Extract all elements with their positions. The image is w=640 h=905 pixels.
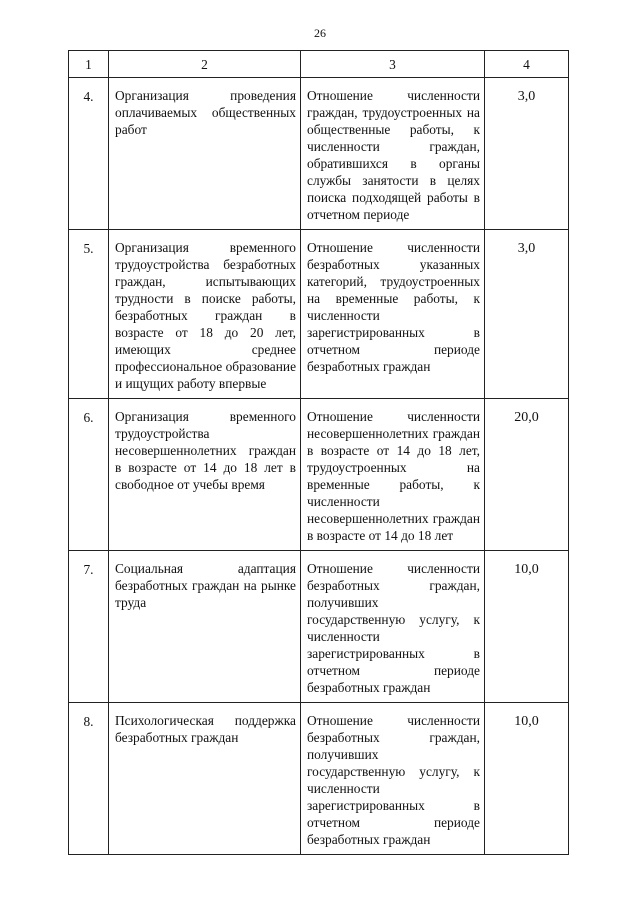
row-number: 4. bbox=[69, 78, 109, 230]
table-row bbox=[69, 703, 569, 855]
indicator-formula: Отношение численности безработных граждан, получивших государственную услугу, к численности зарегистрированных в отчетном периоде безработных граждан bbox=[301, 551, 485, 703]
measure-name: Организация временного трудоустройства безработных граждан, испытывающих трудности в поиске работы, безработных граждан в возрасте от 18 до 20 лет, имеющих среднее профессиональное образование и ищущих работу впервые bbox=[109, 230, 301, 399]
indicator-formula: Отношение численности безработных указанных категорий, трудоустроенных на временные работы, к численности зарегистрированных в отчетном периоде безработных граждан bbox=[301, 230, 485, 399]
indicator-formula: Отношение численности безработных граждан, получивших государственную услугу, к численности зарегистрированных в отчетном периоде безработных граждан bbox=[301, 703, 485, 855]
table-row bbox=[69, 551, 569, 703]
column-header-3: 3 bbox=[301, 51, 485, 78]
measure-name: Организация временного трудоустройства несовершеннолетних граждан в возрасте от 14 до 18 лет в свободное от учебы время bbox=[109, 399, 301, 551]
row-number: 6. bbox=[69, 399, 109, 551]
column-header-1: 1 bbox=[69, 51, 109, 78]
column-header-2: 2 bbox=[109, 51, 301, 78]
indicator-value: 10,0 bbox=[485, 551, 569, 703]
row-number: 8. bbox=[69, 703, 109, 855]
row-number: 5. bbox=[69, 230, 109, 399]
indicator-value: 10,0 bbox=[485, 703, 569, 855]
indicator-formula: Отношение численности несовершеннолетних граждан в возрасте от 14 до 18 лет, трудоустроенных на временные работы, к численности несовершеннолетних граждан в возрасте от 14 до 18 лет bbox=[301, 399, 485, 551]
indicators-table bbox=[68, 50, 569, 855]
measure-name: Организация проведения оплачиваемых общественных работ bbox=[109, 78, 301, 230]
measure-name: Социальная адаптация безработных граждан на рынке труда bbox=[109, 551, 301, 703]
table-row bbox=[69, 399, 569, 551]
table-header-row bbox=[69, 51, 569, 78]
column-header-4: 4 bbox=[485, 51, 569, 78]
table-row bbox=[69, 78, 569, 230]
table-row bbox=[69, 230, 569, 399]
indicator-value: 20,0 bbox=[485, 399, 569, 551]
indicator-formula: Отношение численности граждан, трудоустроенных на общественные работы, к численности граждан, обратившихся в органы службы занятости в целях поиска подходящей работы в отчетном периоде bbox=[301, 78, 485, 230]
indicator-value: 3,0 bbox=[485, 230, 569, 399]
page-number: 26 bbox=[314, 26, 326, 40]
row-number: 7. bbox=[69, 551, 109, 703]
indicator-value: 3,0 bbox=[485, 78, 569, 230]
measure-name: Психологическая поддержка безработных граждан bbox=[109, 703, 301, 855]
